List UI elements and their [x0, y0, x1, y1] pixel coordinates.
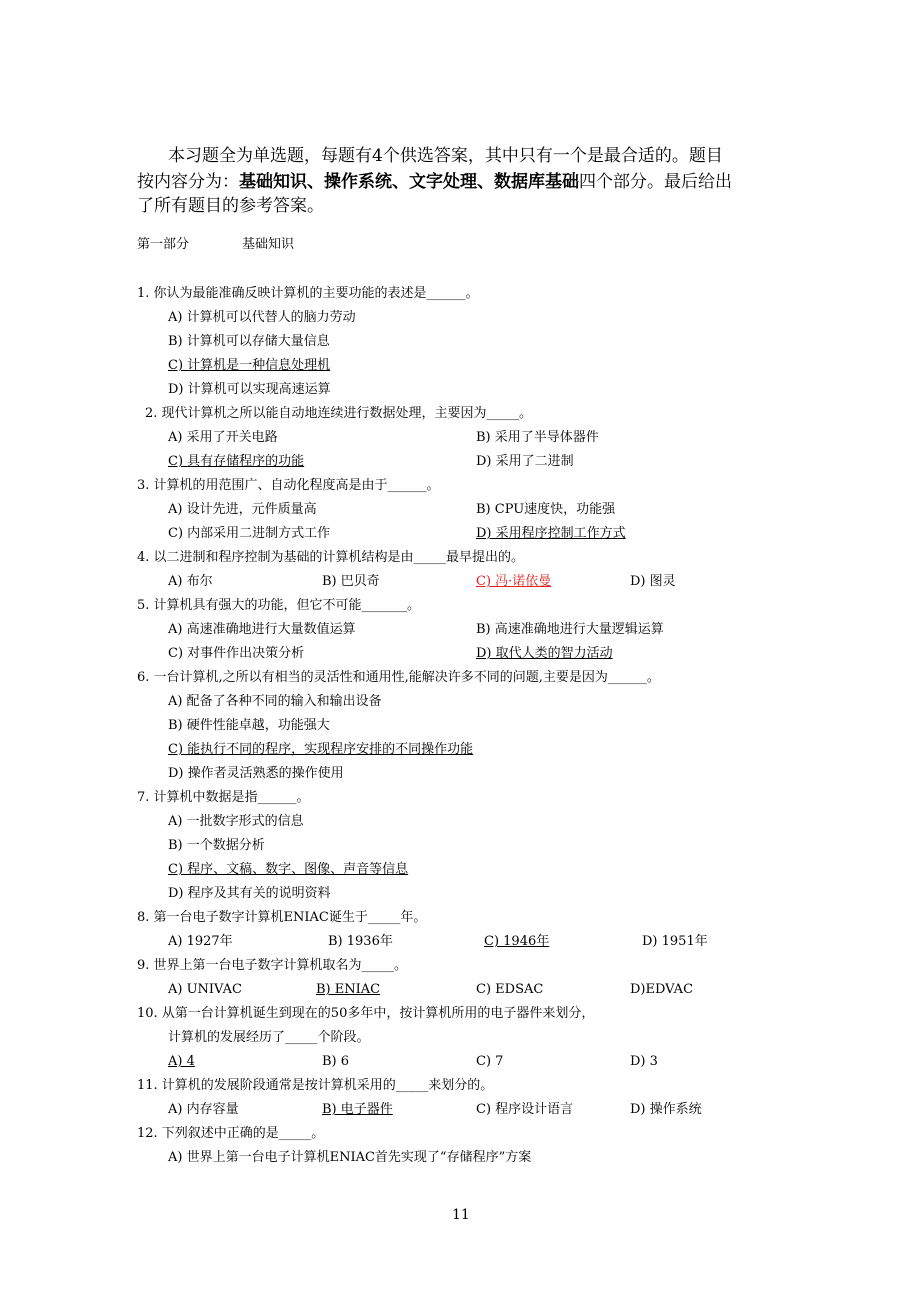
- q2-option-a: A) 采用了开关电路: [168, 430, 278, 445]
- question-11: 11. 计算机的发展阶段通常是按计算机采用的_____来划分的。: [137, 1078, 494, 1093]
- q8-option-a: A) 1927年: [168, 934, 233, 949]
- intro-line-2-prefix: 按内容分为：: [137, 172, 239, 192]
- question-9: 9. 世界上第一台电子数字计算机取名为_____。: [137, 958, 408, 973]
- q1-option-d: D) 计算机可以实现高速运算: [168, 382, 331, 397]
- q10-option-a: A) 4: [168, 1054, 195, 1069]
- question-5: 5. 计算机具有强大的功能，但它不可能_______。: [137, 598, 421, 613]
- q5-option-c: C) 对事件作出决策分析: [168, 646, 305, 661]
- page-number: 11: [452, 1207, 470, 1223]
- q2-option-c: C) 具有存储程序的功能: [168, 454, 305, 469]
- intro-line-1: 本习题全为单选题，每题有4个供选答案，其中只有一个是最合适的。题目: [168, 146, 723, 166]
- q9-option-c: C) EDSAC: [476, 982, 544, 997]
- q1-option-b: B) 计算机可以存储大量信息: [168, 334, 330, 349]
- question-1: 1. 你认为最能准确反映计算机的主要功能的表述是______。: [137, 286, 479, 301]
- q1-option-c: C) 计算机是一种信息处理机: [168, 358, 331, 373]
- q11-option-a: A) 内存容量: [168, 1102, 239, 1117]
- intro-line-2: [137, 170, 732, 194]
- q6-option-c: C) 能执行不同的程序，实现程序安排的不同操作功能: [168, 742, 474, 757]
- section-label: 第一部分: [137, 237, 190, 252]
- question-12: 12. 下列叙述中正确的是_____。: [137, 1126, 325, 1141]
- q11-option-b: B) 电子器件: [322, 1102, 393, 1117]
- q5-option-d: D) 取代人类的智力活动: [476, 646, 613, 661]
- q8-option-d: D) 1951年: [642, 934, 708, 949]
- q4-option-d: D) 图灵: [630, 574, 676, 589]
- section-name: 基础知识: [242, 237, 295, 252]
- q3-option-b: B) CPU速度快，功能强: [476, 502, 616, 517]
- q8-option-c: C) 1946年: [484, 934, 550, 949]
- question-10-continued: 计算机的发展经历了_____个阶段。: [168, 1030, 370, 1045]
- q1-option-a: A) 计算机可以代替人的脑力劳动: [168, 310, 356, 325]
- question-6: 6. 一台计算机,之所以有相当的灵活性和通用性,能解决许多不同的问题,主要是因为______。: [137, 670, 660, 685]
- question-7: 7. 计算机中数据是指______。: [137, 790, 310, 805]
- intro-line-2-suffix: 四个部分。最后给出: [579, 172, 732, 192]
- intro-categories: 基础知识、操作系统、文字处理、数据库基础: [239, 172, 579, 192]
- question-8: 8. 第一台电子数字计算机ENIAC诞生于_____年。: [137, 910, 427, 925]
- q12-option-a: A) 世界上第一台电子计算机ENIAC首先实现了“存储程序”方案: [168, 1150, 532, 1165]
- q11-option-d: D) 操作系统: [630, 1102, 702, 1117]
- q9-option-a: A) UNIVAC: [168, 982, 242, 997]
- q6-option-b: B) 硬件性能卓越，功能强大: [168, 718, 330, 733]
- question-10: 10. 从第一台计算机诞生到现在的50多年中，按计算机所用的电子器件来划分，: [137, 1006, 595, 1021]
- intro-line-3: 了所有题目的参考答案。: [137, 196, 324, 216]
- question-4: 4. 以二进制和程序控制为基础的计算机结构是由_____最早提出的。: [137, 550, 525, 565]
- q3-option-c: C) 内部采用二进制方式工作: [168, 526, 331, 541]
- q11-option-c: C) 程序设计语言: [476, 1102, 574, 1117]
- q7-option-d: D) 程序及其有关的说明资料: [168, 886, 331, 901]
- q6-option-d: D) 操作者灵活熟悉的操作使用: [168, 766, 344, 781]
- q5-option-a: A) 高速准确地进行大量数值运算: [168, 622, 356, 637]
- q3-option-a: A) 设计先进，元件质量高: [168, 502, 317, 517]
- q3-option-d: D) 采用程序控制工作方式: [476, 526, 626, 541]
- q10-option-b: B) 6: [322, 1054, 350, 1069]
- q7-option-b: B) 一个数据分析: [168, 838, 265, 853]
- q10-option-c: C) 7: [476, 1054, 504, 1069]
- q4-option-a: A) 布尔: [168, 574, 213, 589]
- q8-option-b: B) 1936年: [328, 934, 393, 949]
- q2-option-b: B) 采用了半导体器件: [476, 430, 599, 445]
- q6-option-a: A) 配备了各种不同的输入和输出设备: [168, 694, 382, 709]
- q7-option-c: C) 程序、文稿、数字、图像、声音等信息: [168, 862, 409, 877]
- q9-option-b: B) ENIAC: [316, 982, 381, 997]
- q4-option-b: B) 巴贝奇: [322, 574, 380, 589]
- question-3: 3. 计算机的用范围广、自动化程度高是由于______。: [137, 478, 440, 493]
- q2-option-d: D) 采用了二进制: [476, 454, 574, 469]
- q10-option-d: D) 3: [630, 1054, 658, 1069]
- q7-option-a: A) 一批数字形式的信息: [168, 814, 304, 829]
- question-2: 2. 现代计算机之所以能自动地连续进行数据处理，主要因为_____。: [145, 406, 533, 421]
- q9-option-d: D)EDVAC: [630, 982, 694, 997]
- q5-option-b: B) 高速准确地进行大量逻辑运算: [476, 622, 664, 637]
- q4-option-c: C) 冯·诺依曼: [476, 574, 552, 589]
